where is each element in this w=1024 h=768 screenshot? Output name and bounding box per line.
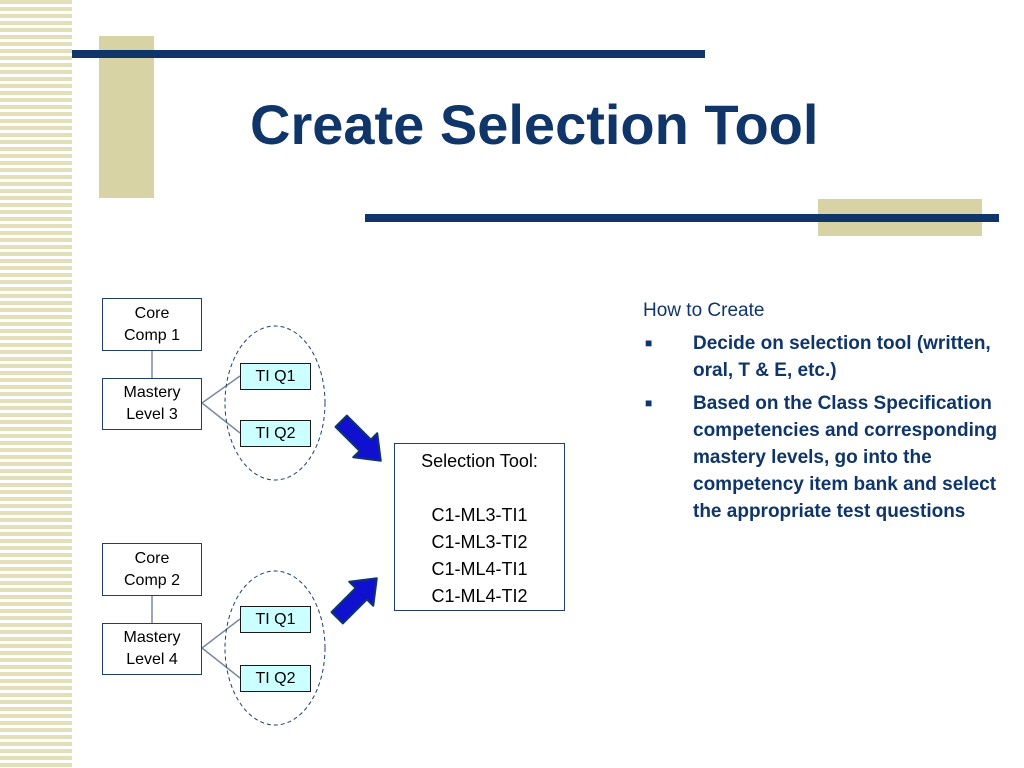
how-to-bullet-item — [643, 390, 1003, 525]
selection-tool-heading: Selection Tool: — [421, 451, 538, 471]
how-to-bullet-text: Decide on selection tool (written, oral, T & E, etc.) — [693, 333, 991, 381]
how-to-bullet-item — [643, 330, 1003, 384]
how-to-list — [643, 330, 1003, 525]
mastery-level-3-box: Mastery Level 3 — [102, 378, 202, 430]
selection-tool-entry: C1-ML4-TI1 — [431, 559, 528, 579]
mastery-level-4-box: Mastery Level 4 — [102, 623, 202, 675]
core-comp-2-box: Core Comp 2 — [102, 543, 202, 596]
connector-mastery4-tiq1 — [202, 619, 240, 648]
selection-tool-entry: C1-ML3-TI2 — [431, 532, 528, 552]
slide-title: Create Selection Tool — [250, 93, 819, 156]
how-to-panel — [643, 297, 1003, 531]
connector-mastery3-tiq2 — [202, 403, 240, 433]
dashed-ellipse-group1 — [225, 326, 325, 480]
selection-tool-box — [394, 443, 565, 611]
square-bullet-icon: ■ — [645, 396, 653, 410]
ti-q1-box-group1: TI Q1 — [240, 363, 311, 390]
ti-q2-box-group1: TI Q2 — [240, 420, 311, 447]
selection-tool-entry: C1-ML4-TI2 — [431, 586, 528, 606]
arrow-up-right-icon — [325, 566, 389, 630]
connector-mastery4-tiq2 — [202, 648, 240, 678]
dashed-ellipse-group2 — [225, 571, 325, 725]
square-bullet-icon: ■ — [645, 336, 653, 350]
connector-mastery3-tiq1 — [202, 376, 240, 403]
ti-q2-box-group2: TI Q2 — [240, 665, 311, 692]
how-to-bullet-text: Based on the Class Specification competencies and corresponding mastery levels, go into the competency item bank and select the appropriate test questions — [693, 393, 998, 522]
core-comp-1-box: Core Comp 1 — [102, 298, 202, 351]
arrow-down-right-icon — [329, 409, 393, 473]
selection-tool-entry: C1-ML3-TI1 — [431, 505, 528, 525]
ti-q1-box-group2: TI Q1 — [240, 606, 311, 633]
how-to-heading: How to Create — [643, 300, 765, 321]
